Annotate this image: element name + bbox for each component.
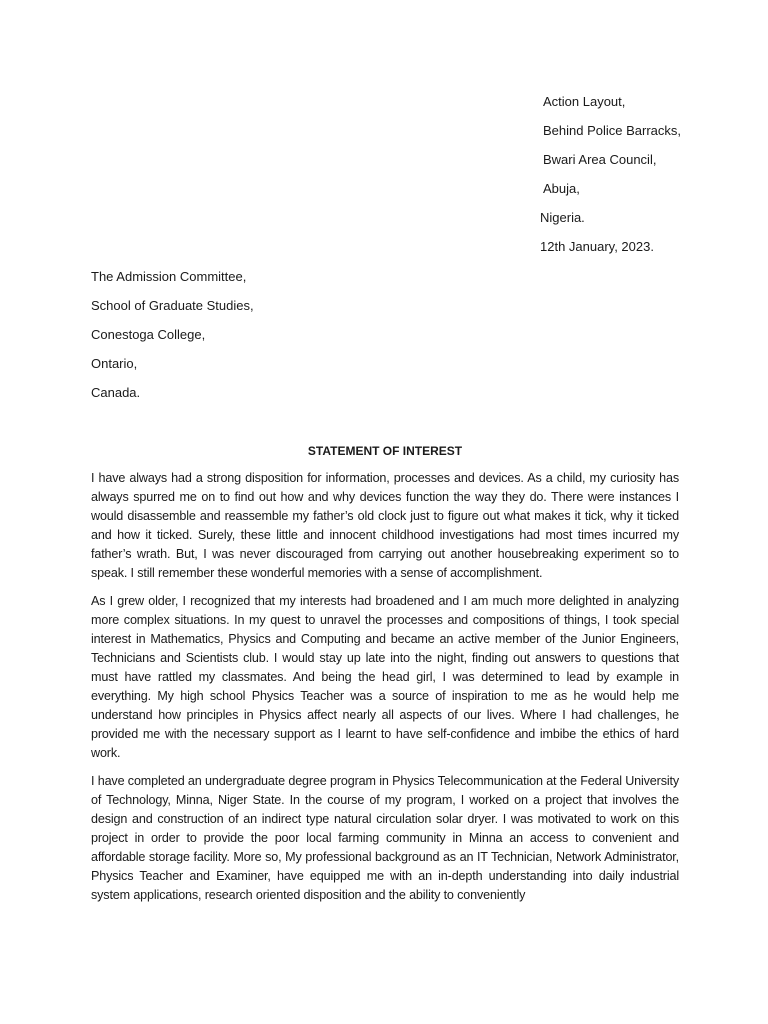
sender-address-line: Bwari Area Council, (543, 152, 657, 167)
body-paragraph: As I grew older, I recognized that my interests had broadened and I am much more delighted in analyzing more complex situations. In my quest to unravel the processes and compositions of things, I took special interest in Mathematics, Physics and Computing and became an active member of the Junior Engineers, Technicians and Scientists club. I would stay up late into the night, finding out answers to questions that must have rattled my classmates. And being the head girl, I was determined to lead by example in everything. My high school Physics Teacher was a source of inspiration to me as he would help me understand how principles in Physics affect nearly all aspects of our lives. Where I had challenges, he provided me with the necessary support as I learnt to have self-confidence and imbibe the ethics of hard work. (91, 594, 679, 760)
body-paragraph: I have completed an undergraduate degree program in Physics Telecommunication at the Federal University of Technology, Minna, Niger State. In the course of my program, I worked on a project that involves the design and construction of an indirect type natural circulation solar dryer. I was motivated to work on this project in order to provide the poor local farming community in Minna an access to convenient and affordable storage facility. More so, My professional background as an IT Technician, Network Administrator, Physics Teacher and Examiner, have equipped me with an in-depth understanding into daily industrial system applications, research oriented disposition and the ability to conveniently (91, 774, 679, 902)
sender-address (540, 92, 740, 266)
sender-address-line: Abuja, (543, 181, 580, 196)
recipient-address-line: The Admission Committee, (91, 269, 247, 284)
sender-address-line: Nigeria. (540, 210, 585, 225)
recipient-address-line: Conestoga College, (91, 327, 206, 342)
document-title: STATEMENT OF INTEREST (307, 444, 463, 458)
letter-date: 12th January, 2023. (540, 239, 654, 254)
body-paragraph: I have always had a strong disposition for information, processes and devices. As a child, my curiosity has always spurred me on to find out how and why devices function the way they do. There were instances I would disassemble and reassemble my father’s old clock just to figure out what makes it tick, why it ticked and how it ticked. Surely, these little and innocent childhood investigations had most times incurred my father’s wrath. But, I was never discouraged from carrying out another housebreaking experiment so to speak. I still remember these wonderful memories with a sense of accomplishment. (91, 471, 679, 580)
recipient-address-line: School of Graduate Studies, (91, 298, 254, 313)
document-body (91, 469, 679, 914)
recipient-address-line: Ontario, (91, 356, 138, 371)
recipient-address-line: Canada. (91, 385, 141, 400)
sender-address-line: Action Layout, (543, 94, 626, 109)
recipient-address (91, 267, 491, 412)
sender-address-line: Behind Police Barracks, (543, 123, 682, 138)
